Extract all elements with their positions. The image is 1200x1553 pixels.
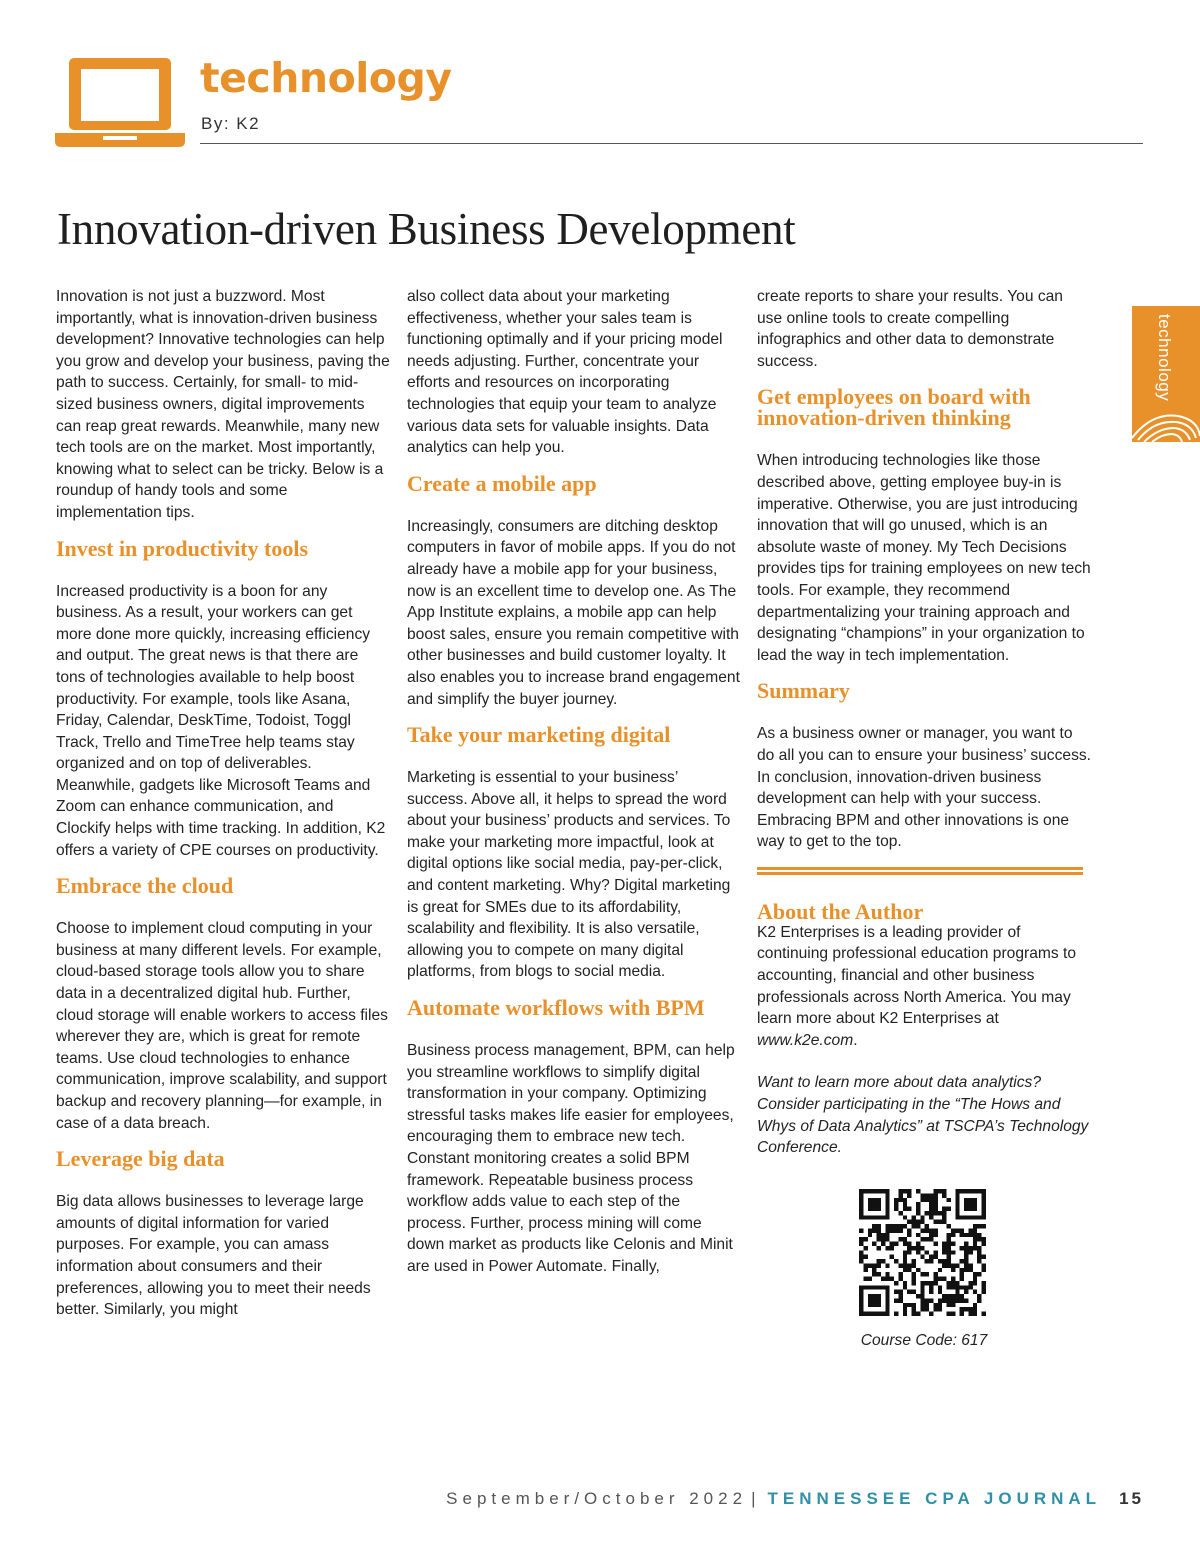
heading-mobile-app: Create a mobile app	[407, 470, 597, 496]
section-divider	[757, 867, 1083, 875]
footer-separator: |	[751, 1489, 756, 1508]
cloud-paragraph: Choose to implement cloud computing in your business at many different levels. For example, cloud-based storage tools allow you to share data in a decentralized digital hub. Further, cloud storage will enable workers to access files wherever they are, which is great for remote teams. Use cloud technologies to enhance communication, improve scalability, and support backup and recovery planning—for example, in case of a data breach.	[56, 920, 388, 1132]
heading-big-data: Leverage big data	[56, 1146, 225, 1172]
heading-productivity: Invest in productivity tools	[56, 535, 309, 561]
heading-bpm: Automate workflows with BPM	[407, 995, 705, 1021]
author-paragraph	[757, 922, 1091, 1052]
byline: By: K2	[201, 114, 261, 133]
article-column-1	[56, 286, 392, 1335]
heading-marketing: Take your marketing digital	[407, 722, 671, 748]
footer-journal-name: TENNESSEE CPA JOURNAL	[767, 1489, 1102, 1508]
intro-paragraph: Innovation is not just a buzzword. Most importantly, what is innovation-driven business development? Innovative technologies can help you grow and develop your business, paving the path to success. Certainly, for small- to mid-sized business owners, digital improvements can reap great rewards. Meanwhile, many new tech tools are on the market. Most importantly, knowing what to select can be tricky. Below is a roundup of handy tools and some implementation tips.	[56, 288, 390, 521]
page-footer	[446, 1489, 1144, 1509]
article-column-3	[757, 286, 1091, 1351]
side-section-tab	[1132, 306, 1200, 442]
bpm-continued-paragraph: create reports to share your results. You can use online tools to create compelling infographics and other data to demonstrate success.	[757, 288, 1063, 370]
summary-paragraph: As a business owner or manager, you want to do all you can to ensure your business’ success. In conclusion, innovation-driven business development can help with your success. Embracing BPM and other innovations is one way to get to the top.	[757, 725, 1092, 851]
section-title: technology	[200, 54, 452, 102]
swirl-ornament-icon	[1132, 408, 1200, 442]
side-tab-label: technology	[1155, 314, 1174, 402]
header-divider	[200, 143, 1143, 144]
mobile-app-paragraph: Increasingly, consumers are ditching desktop computers in favor of mobile apps. If you do not already have a mobile app for your business, now is an excellent time to develop one. As The App Institute explains, a mobile app can help boost sales, ensure you remain competitive with other businesses and build customer loyalty. It also enables you to increase brand engagement and simplify the buyer journey.	[407, 517, 740, 708]
author-text: K2 Enterprises is a leading provider of continuing professional education programs to accounting, financial and other business professionals across North America. You may learn more about K2 Enterprises at	[757, 923, 1077, 1028]
heading-employees: Get employees on board with innovation-driven thinking	[757, 384, 1031, 431]
big-data-continued-paragraph: also collect data about your marketing effectiveness, whether your sales team is functioning optimally and if your pricing model needs adjusting. Further, concentrate your efforts and resources on incorporating technologies that equip your team to analyze various data sets for valuable insights. Data analytics can help you.	[407, 288, 723, 457]
laptop-icon	[55, 55, 185, 150]
qr-code-container	[757, 1189, 1091, 1316]
promo-paragraph: Want to learn more about data analytics? Consider participating in the “The Hows and Whys of Data Analytics” at TSCPA’s Technology Conference.	[757, 1074, 1089, 1157]
big-data-paragraph: Big data allows businesses to leverage large amounts of digital information for varied purposes. For example, you can amass information about consumers and their preferences, allowing you to meet their needs better. Similarly, you might	[56, 1193, 371, 1319]
employees-paragraph: When introducing technologies like those described above, getting employee buy-in is imperative. Otherwise, you are just introducing innovation that will go unused, which is an absolute waste of money. My Tech Decisions provides tips for training employees on new tech tools. For example, they recommend departmentalizing your training approach and designating “champions” in your organization to lead the way in tech implementation.	[757, 452, 1091, 664]
marketing-paragraph: Marketing is essential to your business’ success. Above all, it helps to spread the word about your business’ products and services. To make your marketing more impactful, look at digital options like social media, pay-per-click, and content marketing. Why? Digital marketing is great for SMEs due to its affordability, scalability and flexibility. It is also versatile, allowing you to compete on many digital platforms, from blogs to social media.	[407, 769, 731, 981]
author-text-end: .	[853, 1031, 858, 1049]
article-column-2	[407, 286, 741, 1292]
bpm-paragraph: Business process management, BPM, can help you streamline workflows to simplify digital transformation in your company. Optimizing stressful tasks makes life easier for employees, encouraging them to embrace new tech. Constant monitoring creates a solid BPM framework. Repeatable business process workflow adds value to each step of the process. Further, process mining will come down market as products like Celonis and Minit are used in Power Automate. Finally,	[407, 1042, 735, 1275]
heading-about-author: About the Author	[757, 898, 924, 924]
heading-summary: Summary	[757, 678, 850, 704]
page-number: 15	[1119, 1489, 1144, 1508]
footer-issue-date: September/October 2022	[446, 1489, 748, 1508]
course-code: Course Code: 617	[860, 1331, 988, 1349]
productivity-paragraph: Increased productivity is a boon for any business. As a result, your workers can get more done more quickly, increasing efficiency and output. The great news is that there are tons of technologies available to help boost productivity. For example, tools like Asana, Friday, Calendar, DeskTime, Todoist, Toggl Track, Trello and TimeTree help teams stay organized and on top of deliverables. Meanwhile, gadgets like Microsoft Teams and Zoom can enhance communication, and Clockify helps with time tracking. In addition, K2 offers a variety of CPE courses on productivity.	[56, 582, 386, 859]
heading-cloud: Embrace the cloud	[56, 873, 234, 899]
article-headline: Innovation-driven Business Development	[57, 204, 796, 254]
author-website-link[interactable]: www.k2e.com	[757, 1031, 854, 1049]
qr-code[interactable]	[859, 1189, 986, 1316]
